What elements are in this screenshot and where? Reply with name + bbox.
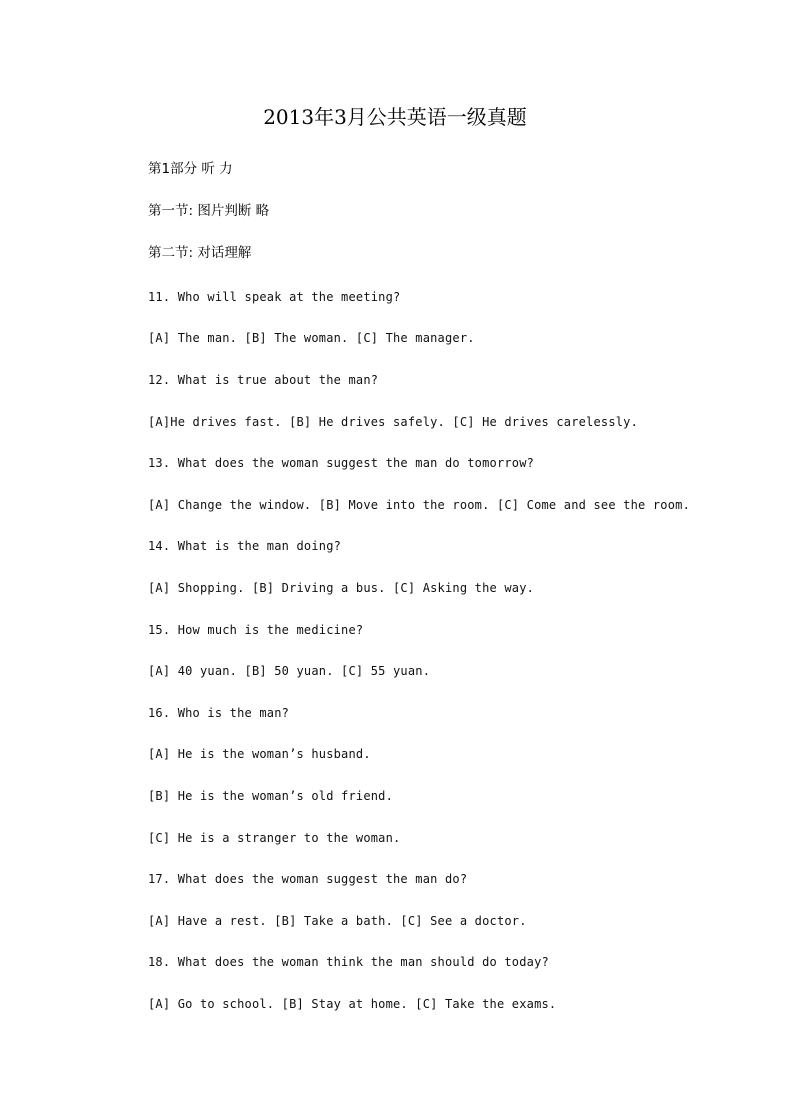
question-11: 11. Who will speak at the meeting? [148,290,401,304]
option-16-c: [C] He is a stranger to the woman. [148,831,401,845]
question-15: 15. How much is the medicine? [148,623,364,637]
question-17: 17. What does the woman suggest the man do? [148,872,468,886]
part-heading: 第1部分 听 力 [148,161,233,177]
option-16-b: [B] He is the woman’s old friend. [148,789,394,803]
options-11: [A] The man. [B] The woman. [C] The manager. [148,331,475,345]
options-13: [A] Change the window. [B] Move into the room. [C] Come and see the room. [148,498,690,512]
question-18: 18. What does the woman think the man should do today? [148,955,549,969]
document-title: 2013年3月公共英语一级真题 [263,105,527,129]
options-12: [A]He drives fast. [B] He drives safely. [C] He drives carelessly. [148,415,639,429]
options-15: [A] 40 yuan. [B] 50 yuan. [C] 55 yuan. [148,664,431,678]
options-18: [A] Go to school. [B] Stay at home. [C] Take the exams. [148,997,557,1011]
section-heading-pictures: 第一节: 图片判断 略 [148,203,270,219]
option-16-a: [A] He is the woman’s husband. [148,747,371,761]
options-14: [A] Shopping. [B] Driving a bus. [C] Asking the way. [148,581,535,595]
section-heading-dialogues: 第二节: 对话理解 [148,245,252,261]
question-16: 16. Who is the man? [148,706,290,720]
question-13: 13. What does the woman suggest the man do tomorrow? [148,456,535,470]
question-14: 14. What is the man doing? [148,539,342,553]
options-17: [A] Have a rest. [B] Take a bath. [C] See a doctor. [148,914,527,928]
question-12: 12. What is true about the man? [148,373,379,387]
